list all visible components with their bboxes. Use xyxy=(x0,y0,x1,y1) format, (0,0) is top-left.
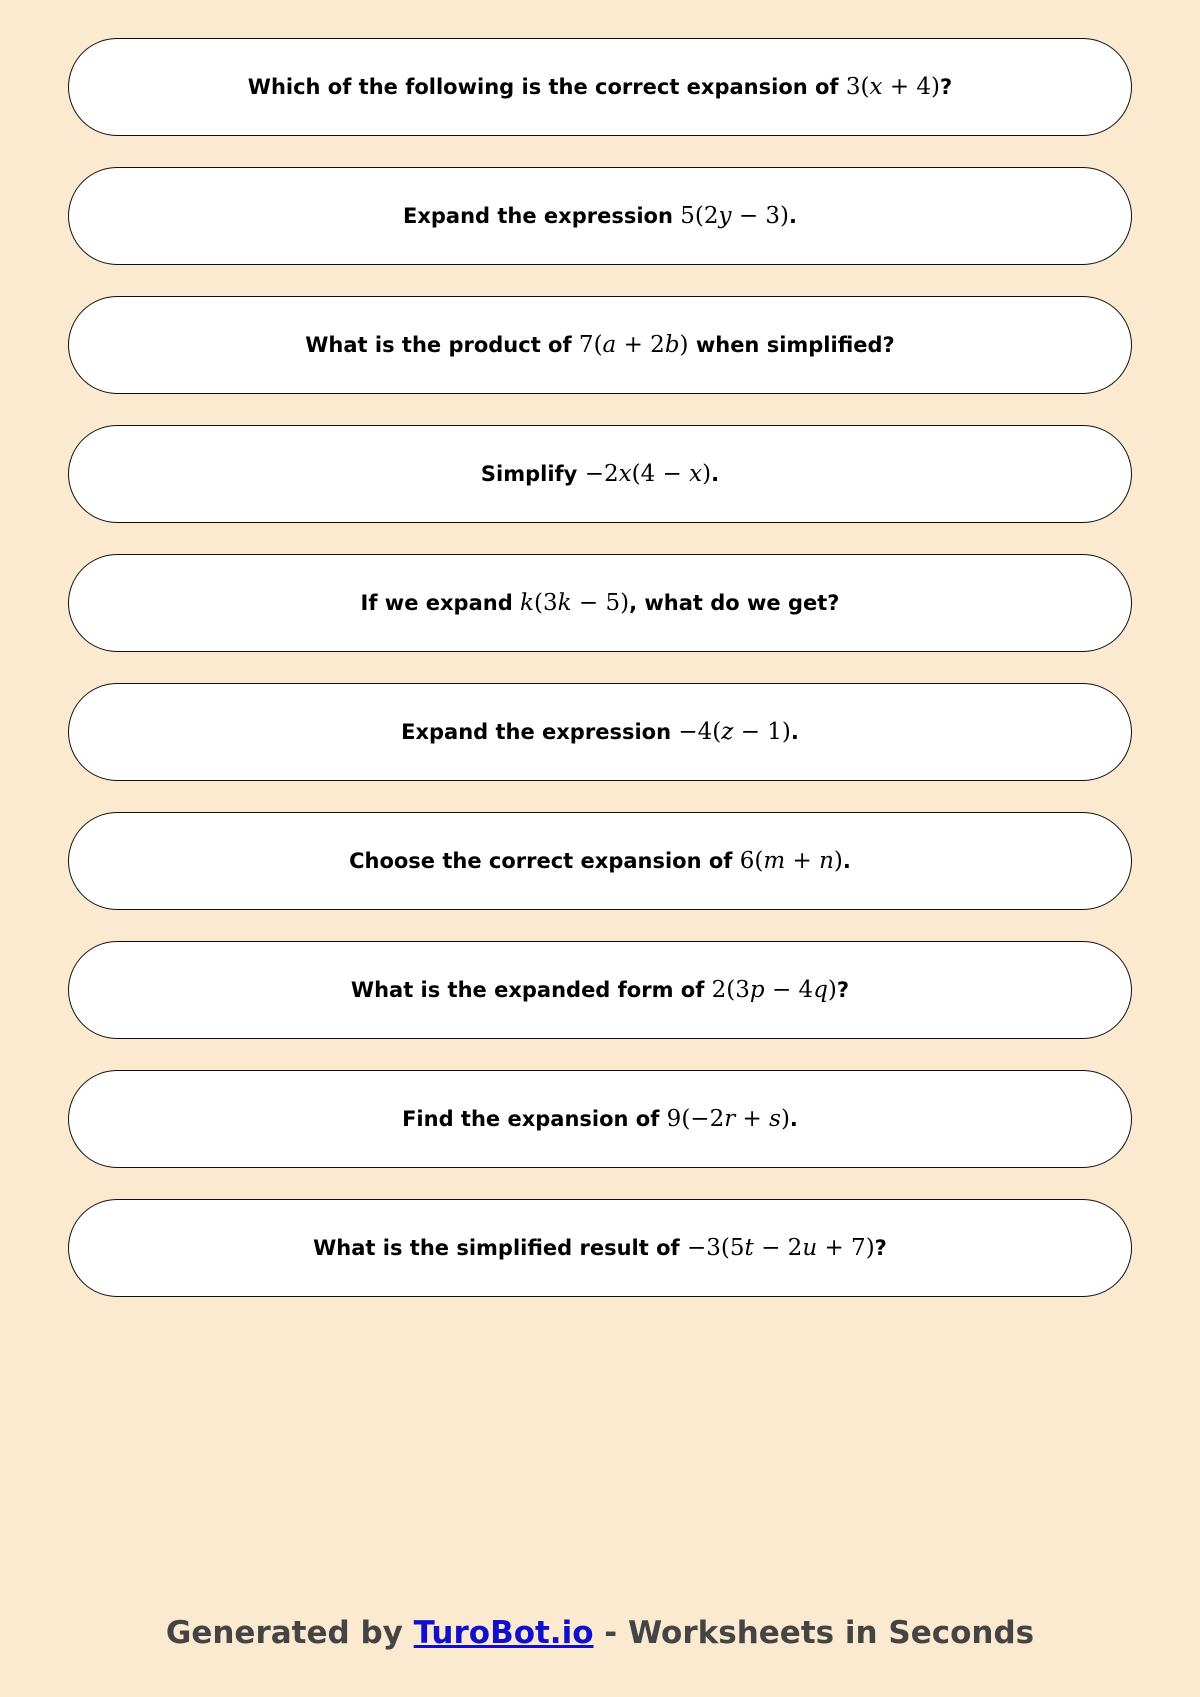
question-tail: when simplified? xyxy=(688,333,895,357)
question-lead: Expand the expression xyxy=(402,204,681,228)
math-expression: 3(x + 4) xyxy=(845,74,941,100)
math-expression: 9(−2r + s) xyxy=(666,1106,790,1132)
question-card-1 xyxy=(68,38,1132,136)
question-tail: . xyxy=(790,720,799,744)
question-card-4 xyxy=(68,425,1132,523)
question-text xyxy=(403,203,797,229)
question-lead: Choose the correct expansion of xyxy=(349,849,740,873)
question-text xyxy=(305,332,894,358)
question-lead: Which of the following is the correct expansion of xyxy=(247,75,846,99)
question-card-2 xyxy=(68,167,1132,265)
question-text xyxy=(481,461,719,487)
question-text xyxy=(402,1106,798,1132)
question-card-7 xyxy=(68,812,1132,910)
question-text xyxy=(313,1235,887,1261)
math-expression: −2x(4 − x) xyxy=(584,461,712,487)
question-lead: Expand the expression xyxy=(401,720,679,744)
math-expression: −4(z − 1) xyxy=(678,719,791,745)
math-expression: 5(2y − 3) xyxy=(680,203,790,229)
question-lead: What is the product of xyxy=(305,333,579,357)
question-lead: Simplify xyxy=(480,462,585,486)
math-expression: 7(a + 2b) xyxy=(578,332,689,358)
footer-credit xyxy=(0,1615,1200,1651)
question-lead: What is the expanded form of xyxy=(350,978,712,1002)
math-expression: 2(3p − 4q) xyxy=(711,977,837,1003)
question-text xyxy=(349,848,851,874)
question-tail: , what do we get? xyxy=(629,591,840,615)
question-tail: . xyxy=(842,849,851,873)
question-tail: . xyxy=(789,204,798,228)
math-expression: k(3k − 5) xyxy=(520,590,630,616)
turobot-link[interactable]: TuroBot.io xyxy=(413,1615,594,1651)
question-card-8 xyxy=(68,941,1132,1039)
footer-prefix: Generated by xyxy=(165,1615,414,1651)
math-expression: 6(m + n) xyxy=(739,848,843,874)
question-lead: If we expand xyxy=(360,591,521,615)
question-list xyxy=(68,38,1132,1328)
question-text xyxy=(401,719,799,745)
footer-suffix: - Worksheets in Seconds xyxy=(593,1615,1035,1651)
question-tail: . xyxy=(711,462,720,486)
question-card-3 xyxy=(68,296,1132,394)
question-card-5 xyxy=(68,554,1132,652)
question-tail: . xyxy=(789,1107,798,1131)
question-card-10 xyxy=(68,1199,1132,1297)
math-expression: −3(5t − 2u + 7) xyxy=(686,1235,875,1261)
question-text xyxy=(248,74,952,100)
question-tail: ? xyxy=(836,978,850,1002)
question-tail: ? xyxy=(874,1236,887,1260)
question-lead: What is the simplified result of xyxy=(313,1236,687,1260)
question-text xyxy=(361,590,840,616)
question-card-9 xyxy=(68,1070,1132,1168)
question-tail: ? xyxy=(940,75,953,99)
question-text xyxy=(351,977,849,1003)
question-card-6 xyxy=(68,683,1132,781)
question-lead: Find the expansion of xyxy=(402,1107,667,1131)
